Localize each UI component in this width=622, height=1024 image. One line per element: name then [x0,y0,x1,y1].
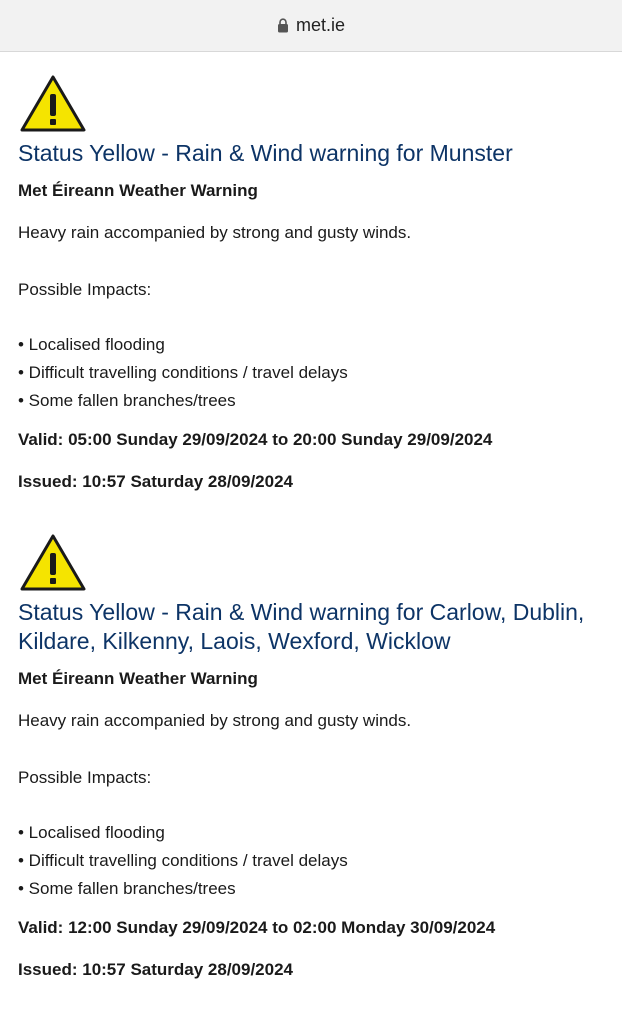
issued-time: Issued: 10:57 Saturday 28/09/2024 [18,960,293,979]
warning-description: Heavy rain accompanied by strong and gusty winds. [18,711,412,730]
valid-period: Valid: 05:00 Sunday 29/09/2024 to 20:00 Sunday 29/09/2024 [18,430,493,449]
list-item: • Localised flooding [18,823,165,842]
warning-card [18,72,608,493]
impacts-list [18,331,608,415]
list-item: • Difficult travelling conditions / travel delays [18,363,348,382]
list-item: • Difficult travelling conditions / travel delays [18,851,348,870]
impacts-label: Possible Impacts: [18,768,152,787]
list-item: • Some fallen branches/trees [18,879,236,898]
valid-period: Valid: 12:00 Sunday 29/09/2024 to 02:00 Monday 30/09/2024 [18,918,496,937]
warning-source: Met Éireann Weather Warning [18,181,258,200]
impacts-label: Possible Impacts: [18,280,152,299]
lock-icon [277,18,289,33]
address-bar[interactable] [0,0,622,52]
warning-description: Heavy rain accompanied by strong and gusty winds. [18,223,412,242]
warnings-list [18,52,608,981]
warning-title[interactable]: Status Yellow - Rain & Wind warning for Carlow, Dublin, Kildare, Kilkenny, Laois, Wexford, Wicklow [18,599,585,654]
warning-source: Met Éireann Weather Warning [18,669,258,688]
address-bar-content [277,15,345,36]
warning-card [18,531,608,981]
issued-time: Issued: 10:57 Saturday 28/09/2024 [18,472,293,491]
warning-title[interactable]: Status Yellow - Rain & Wind warning for Munster [18,140,513,166]
url-text: met.ie [295,15,346,35]
warning-triangle-icon [18,531,88,593]
warning-triangle-icon [18,72,88,134]
list-item: • Localised flooding [18,335,165,354]
list-item: • Some fallen branches/trees [18,391,236,410]
impacts-list [18,819,608,903]
